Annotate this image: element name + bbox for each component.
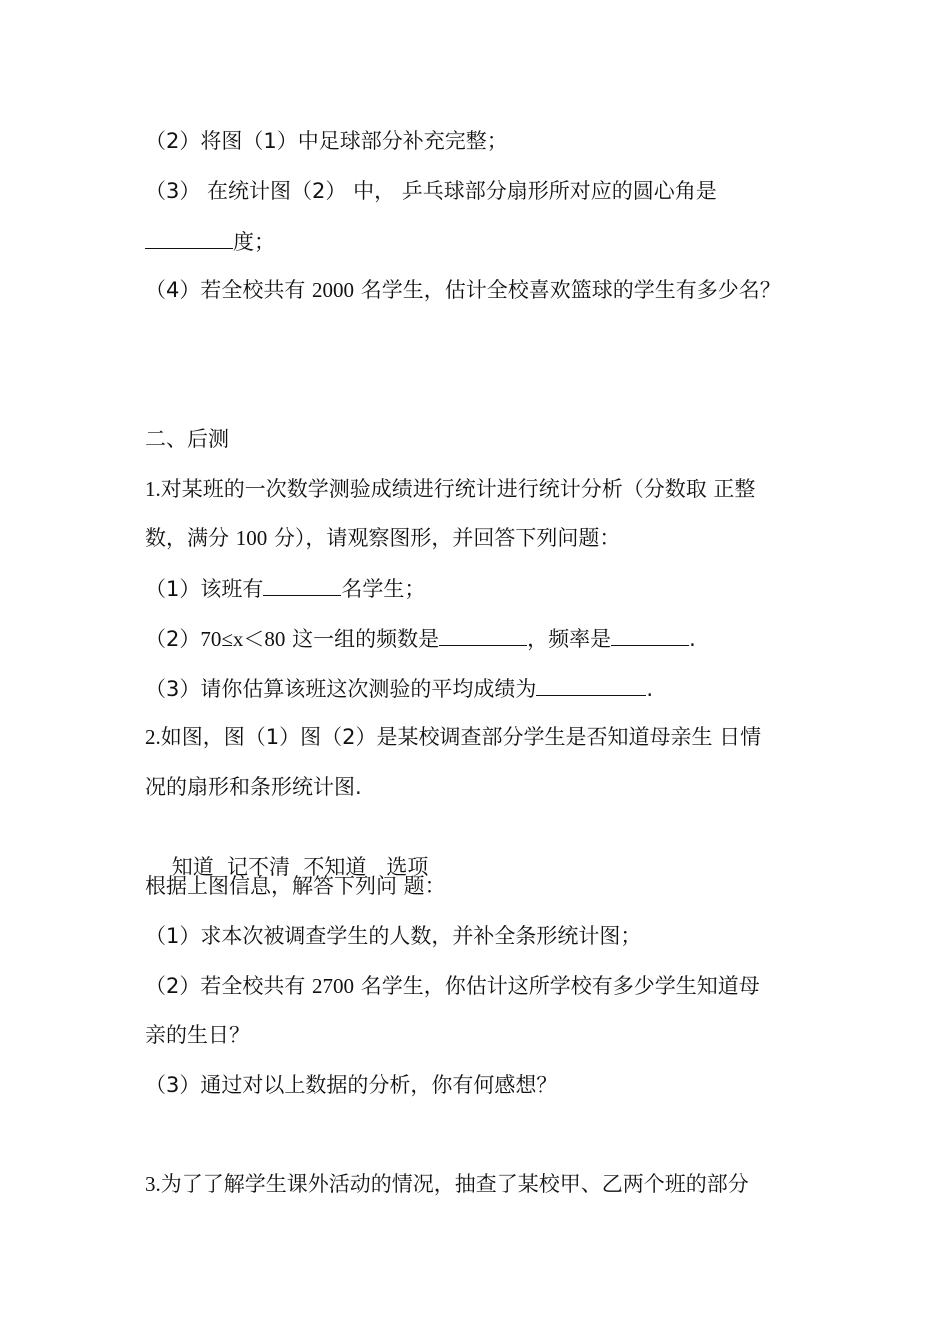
answer-blank bbox=[263, 573, 341, 596]
full-score-number: 100 bbox=[235, 526, 268, 550]
problem-2-q3-text: （3）通过对以上数据的分析，你有何感想？ bbox=[145, 1073, 558, 1097]
section-heading-text: 二、后测 bbox=[145, 427, 229, 451]
problem-2-line-2 bbox=[145, 772, 810, 802]
answer-blank bbox=[439, 623, 527, 646]
problem-1-q1-prefix: （1）该班有 bbox=[145, 577, 264, 601]
problem-1-text-a: 数，满分 bbox=[145, 526, 236, 550]
problem-1-q2-prefix: （2） bbox=[145, 627, 201, 651]
options-text: 知道 记不清 不知道 选项 bbox=[171, 855, 429, 879]
score-range: 70≤x＜80 bbox=[200, 627, 286, 651]
question-3-answer-line bbox=[145, 226, 810, 257]
problem-1-text: 对某班的一次数学测验成绩进行统计进行统计分析（分数取 正整 bbox=[160, 477, 756, 501]
problem-2-q2-line-2 bbox=[145, 1020, 810, 1050]
problem-2-number: 2. bbox=[145, 725, 161, 749]
problem-2-intro-text: 根据上图信息，解答下列问 题： bbox=[145, 874, 446, 898]
problem-2-q3 bbox=[145, 1070, 810, 1100]
problem-3-text: 为了了解学生课外活动的情况，抽查了某校甲、乙两个班的部分 bbox=[160, 1172, 749, 1196]
question-4-suffix: 名学生，估计全校喜欢篮球的学生有多少名？ bbox=[354, 278, 781, 302]
problem-2-q2-line-2-text: 亲的生日？ bbox=[145, 1023, 250, 1047]
problem-2-q2-prefix: （2）若全校共有 bbox=[145, 974, 313, 998]
problem-2-q2-suffix: 名学生，你估计这所学校有多少学生知道母 bbox=[354, 974, 760, 998]
problem-1-q1 bbox=[145, 573, 810, 604]
problem-1-text-b: 分），请观察图形，并回答下列问题： bbox=[267, 526, 621, 550]
problem-3-number: 3. bbox=[145, 1172, 161, 1196]
problem-1-q2-mid: 这一组的频数是 bbox=[285, 627, 440, 651]
problem-2-line-1 bbox=[145, 722, 810, 752]
problem-1-q2-mid2: ，频率是 bbox=[527, 627, 612, 651]
problem-1-q3 bbox=[145, 673, 810, 704]
problem-1-q2-end: . bbox=[689, 627, 696, 651]
question-4-prefix: （4）若全校共有 bbox=[145, 278, 313, 302]
problem-1-q3-end: . bbox=[646, 677, 654, 701]
question-4-number: 2000 bbox=[312, 278, 355, 302]
answer-blank bbox=[536, 673, 646, 696]
problem-2-intro bbox=[145, 871, 810, 901]
answer-blank bbox=[611, 623, 689, 646]
problem-3-line-1 bbox=[145, 1169, 810, 1199]
problem-2-q1-text: （1）求本次被调查学生的人数，并补全条形统计图； bbox=[145, 924, 642, 948]
question-2-line bbox=[145, 126, 810, 156]
problem-1-line-2 bbox=[145, 523, 810, 553]
section-heading bbox=[145, 424, 810, 454]
problem-1-q1-suffix: 名学生； bbox=[341, 577, 426, 601]
question-3-text: （3） 在统计图（2） 中， 乒乓球部分扇形所对应的圆心角是 bbox=[145, 179, 717, 203]
problem-1-q2 bbox=[145, 623, 810, 654]
problem-2-q2 bbox=[145, 971, 810, 1001]
question-3-line bbox=[145, 176, 810, 206]
school-total-number: 2700 bbox=[312, 974, 355, 998]
question-4-line bbox=[145, 275, 810, 305]
question-2-text: （2）将图（1）中足球部分补充完整； bbox=[145, 129, 508, 153]
problem-1-line-1 bbox=[145, 474, 810, 504]
problem-2-text-2: 况的扇形和条形统计图. bbox=[145, 775, 362, 799]
problem-1-number: 1. bbox=[145, 477, 161, 501]
question-3-suffix: 度； bbox=[233, 230, 275, 254]
problem-2-q1 bbox=[145, 921, 810, 951]
problem-2-text: 如图，图（1）图（2）是某校调查部分学生是否知道母亲生 日情 bbox=[160, 725, 762, 749]
answer-blank bbox=[145, 226, 233, 249]
problem-1-q3-prefix: （3）请你估算该班这次测验的平均成绩为 bbox=[145, 677, 537, 701]
